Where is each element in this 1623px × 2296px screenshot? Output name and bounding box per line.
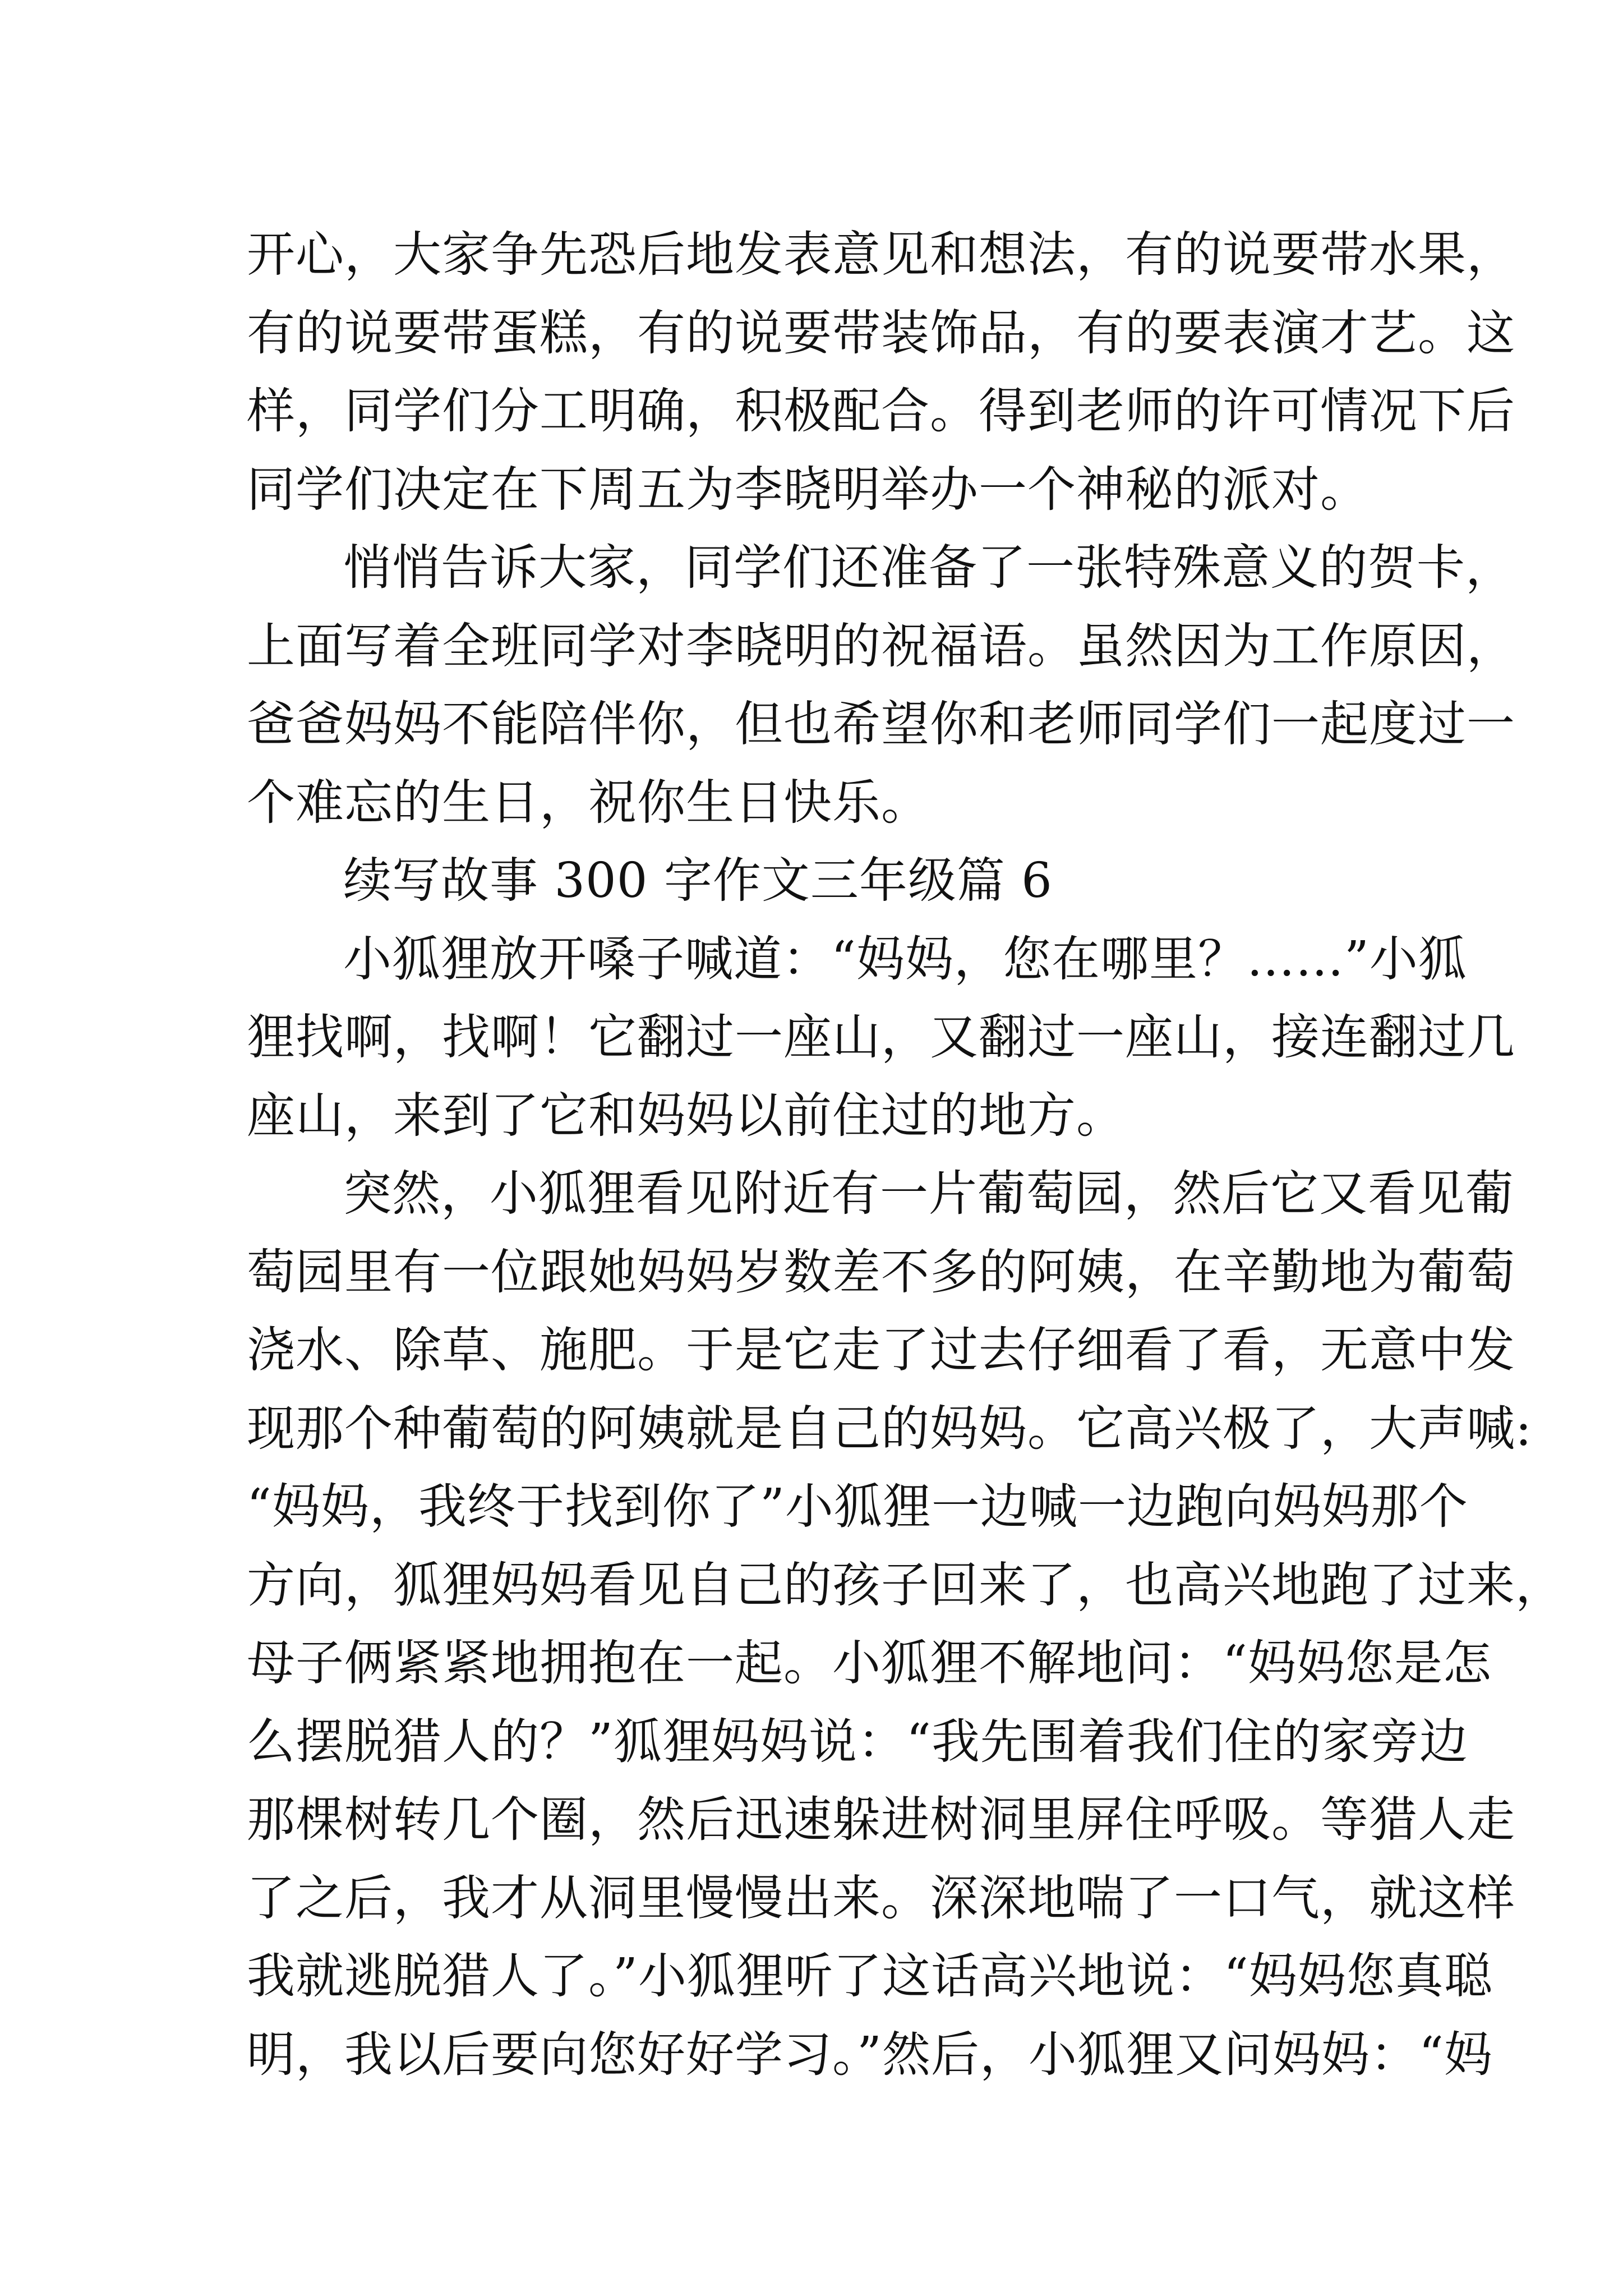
text-line: “妈妈，我终于找到你了”小狐狸一边喊一边跑向妈妈那个 — [247, 1479, 1468, 1535]
text-line: 个难忘的生日，祝你生日快乐。 — [247, 774, 930, 831]
text-line: 我就逃脱猎人了。”小狐狸听了这话高兴地说：“妈妈您真聪 — [247, 1948, 1493, 2004]
text-line: 明，我以后要向您好好学习。”然后，小狐狸又问妈妈：“妈 — [247, 2026, 1493, 2083]
text-line: 么摆脱猎人的？”狐狸妈妈说：“我先围着我们住的家旁边 — [247, 1713, 1468, 1770]
text-line: 方向，狐狸妈妈看见自己的孩子回来了，也高兴地跑了过来， — [247, 1557, 1564, 1613]
text-line: 现那个种葡萄的阿姨就是自己的妈妈。它高兴极了，大声喊: — [247, 1400, 1532, 1457]
text-line: 有的说要带蛋糕，有的说要带装饰品，有的要表演才艺。这 — [247, 305, 1515, 361]
section-heading: 续写故事 300 字作文三年级篇 6 — [343, 853, 1053, 909]
text-line: 悄悄告诉大家，同学们还准备了一张特殊意义的贺卡， — [343, 540, 1514, 596]
text-line: 座山，来到了它和妈妈以前住过的地方。 — [247, 1087, 1125, 1144]
text-line: 样，同学们分工明确，积极配合。得到老师的许可情况下后 — [247, 383, 1515, 439]
text-line: 母子俩紧紧地拥抱在一起。小狐狸不解地问：“妈妈您是怎 — [247, 1635, 1492, 1691]
document-body — [247, 216, 1564, 2094]
text-line: 突然，小狐狸看见附近有一片葡萄园，然后它又看见葡 — [343, 1166, 1514, 1222]
text-line: 萄园里有一位跟她妈妈岁数差不多的阿姨，在辛勤地为葡萄 — [247, 1244, 1515, 1300]
text-line: 那棵树转几个圈，然后迅速躲进树洞里屏住呼吸。等猎人走 — [247, 1792, 1515, 1848]
text-line: 浇水、除草、施肥。于是它走了过去仔细看了看，无意中发 — [247, 1322, 1515, 1378]
text-line: 爸爸妈妈不能陪伴你，但也希望你和老师同学们一起度过一 — [247, 696, 1515, 752]
text-line: 狸找啊，找啊！它翻过一座山，又翻过一座山，接连翻过几 — [247, 1009, 1515, 1065]
text-line: 上面写着全班同学对李晓明的祝福语。虽然因为工作原因， — [247, 618, 1515, 674]
text-line: 开心，大家争先恐后地发表意见和想法，有的说要带水果， — [247, 227, 1515, 283]
text-line: 同学们决定在下周五为李晓明举办一个神秘的派对。 — [247, 461, 1369, 518]
text-line: 了之后，我才从洞里慢慢出来。深深地喘了一口气，就这样 — [247, 1870, 1515, 1926]
text-line: 小狐狸放开嗓子喊道：“妈妈，您在哪里？……”小狐 — [343, 931, 1467, 987]
